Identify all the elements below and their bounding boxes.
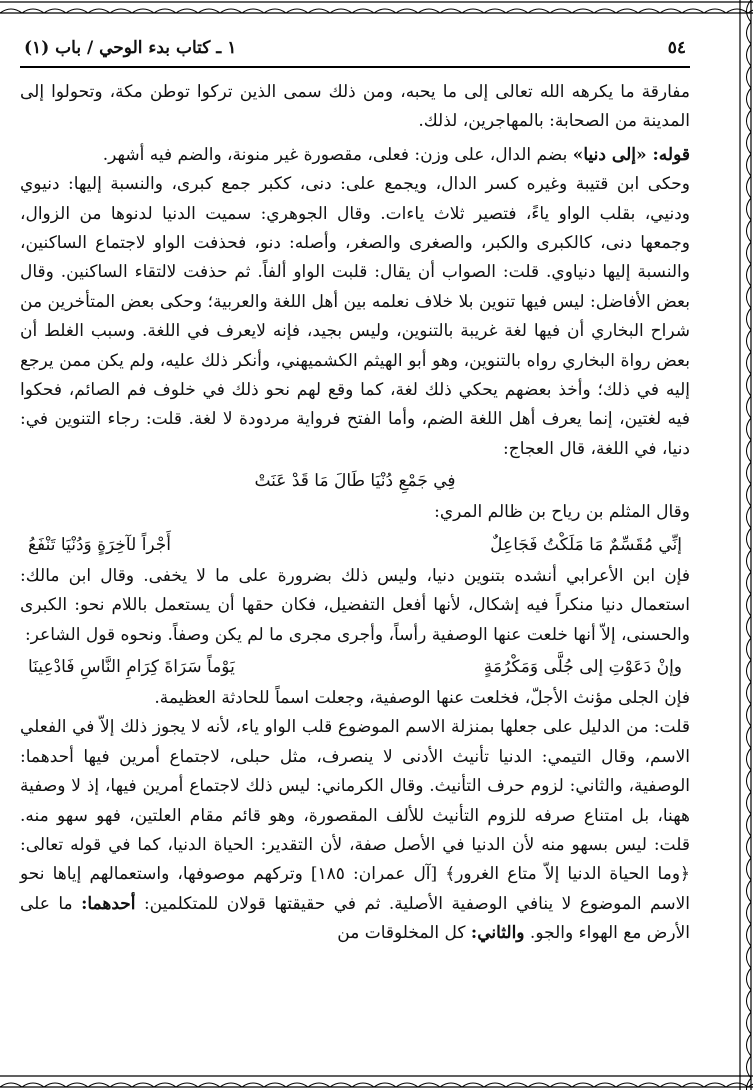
- border-scallop: [747, 418, 752, 440]
- verse-hemistich-second: أَجْراً لآخِرَةٍ وَدُنْيَا تَنْفَعُ: [28, 534, 172, 555]
- border-scallop: [747, 198, 752, 220]
- border-scallop: [747, 990, 752, 1012]
- paragraph: وحكى ابن قتيبة وغيره كسر الدال، ويجمع على: دنى، ككبر جمع كبرى، والنسبة إليها: دنيوي ودنيي، بقلب الواو ياءً، فتصير ثلاث ياءات. وقال الجوهري: سميت الدنيا لدنوها من الزوال، وجمعها دنى، كالكبرى والكبر، والصغرى والصغر، وأصله: دنو، فحذفت الواو لاجتماع الساكنين، والنسبة إليها دنياوي. قلت: الصواب أن يقال: قلبت الواو ألفاً. ثم حذفت لالتقاء الساكنين. وقال بعض الأفاضل: ليس فيها تنوين بلا خلاف نعلمه بين أهل اللغة والعربية؛ وحكى بعض المتأخرين من شراح البخاري أن فيها لغة غريبة بالتنوين، وليس بجيد، فإنه لايعرف في اللغة. وسبب الغلط أن بعض رواة البخاري رواه بالتنوين، وهو أبو الهيثم الكشميهني، وأنكر ذلك عليه، ولم يكن ممن يرجع إليه في ذلك؛ وأخذ بعضهم يحكي ذلك لغة، كما وقع لهم نحو ذلك في خلوف فم الصائم، فحكوا فيه لغتين، إنما يعرف أهل اللغة الضم، وأما الفتح فرواية مردودة لا لغة. قلت: رجاء التنوين في: دنيا، في اللغة، قال العجاج:: [20, 174, 690, 459]
- border-scallop: [747, 726, 752, 748]
- bottom-decorative-border: [0, 1074, 753, 1090]
- border-scallop: [747, 594, 752, 616]
- border-scallop: [747, 836, 752, 858]
- border-scallop: [747, 770, 752, 792]
- border-scallop: [747, 1034, 752, 1056]
- verse-hemistich-first: إنِّي مُقَسِّمٌ مَا مَلَكْتُ فَجَاعِلٌ: [490, 534, 682, 555]
- quoted-term: قوله: «إلى دنيا»: [572, 144, 690, 165]
- border-scallop: [747, 704, 752, 726]
- border-scallop: [747, 880, 752, 902]
- border-scallop: [747, 462, 752, 484]
- page-number: ٥٤: [667, 38, 686, 58]
- border-scallop: [747, 682, 752, 704]
- paragraph: [20, 141, 690, 170]
- border-scallop: [747, 858, 752, 880]
- paragraph: [20, 713, 690, 948]
- paragraph-text: ما على الأرض مع الهواء والجو.: [20, 893, 690, 944]
- border-scallop: [747, 440, 752, 462]
- border-scallop: [747, 968, 752, 990]
- border-scallop: [747, 528, 752, 550]
- paragraph-text: كل المخلوقات من: [337, 923, 471, 944]
- border-scallop: [747, 616, 752, 638]
- border-scallop: [747, 946, 752, 968]
- border-scallop: [747, 66, 752, 88]
- border-scallop: [747, 242, 752, 264]
- border-scallop: [747, 396, 752, 418]
- term-label: أحدهما:: [81, 893, 136, 914]
- border-scallop: [747, 0, 752, 22]
- border-scallop: [747, 1078, 752, 1090]
- border-scallop: [747, 22, 752, 44]
- border-scallop: [747, 1056, 752, 1078]
- verse-hemistich-first: وإنْ دَعَوْتِ إلى جُلَّى وَمَكْرُمَةٍ: [483, 656, 682, 677]
- top-decorative-border: [0, 0, 753, 16]
- verse-couplet: [20, 528, 690, 562]
- border-scallop: [747, 374, 752, 396]
- border-scallop: [747, 550, 752, 572]
- paragraph: مفارقة ما يكرهه الله تعالى إلى ما يحبه، ومن ذلك سمى الذين تركوا توطن مكة، وتحولوا إلى المدينة من الصحابة: بالمهاجرين، لذلك.: [20, 82, 690, 132]
- border-scallop: [747, 748, 752, 770]
- border-scallop: [747, 660, 752, 682]
- page-header: [20, 34, 690, 68]
- border-scallop: [747, 308, 752, 330]
- page-body: [20, 78, 690, 949]
- border-scallop: [747, 330, 752, 352]
- border-scallop: [747, 484, 752, 506]
- border-scallop: [747, 352, 752, 374]
- right-decorative-border: [737, 0, 753, 1090]
- border-scallop: [747, 154, 752, 176]
- border-scallop: [747, 902, 752, 924]
- border-scallop: [747, 44, 752, 66]
- paragraph-text: قلت: من الدليل على جعلها بمنزلة الاسم الموضوع قلب الواو ياء، لأنه لا يجوز ذلك إلاّ في الفعلي الاسم، وقال التيمي: الدنيا تأنيث الأدنى لا ينصرف، مثل حبلى، لاجتماع أمرين فيها أحدهما: الوصفية، والثاني: لزوم حرف التأنيث. وقال الكرماني: ليس ذلك لاجتماع أمرين فيها، إذ لا وصفية ههنا، بل امتناع صرفه للزوم التأنيث للألف المقصورة، وهو قائم مقام العلتين، فهو سهو منه. قلت: ليس بسهو منه لأن الدنيا في الأصل صفة، لأن التقدير: الحياة الدنيا، كما في قوله تعالى: ﴿وما الحياة الدنيا إلاّ متاع الغرور﴾ [آل عمران: ١٨٥] وتركهم موصوفها، واستعمالهم إياها نحو الاسم الموضوع لا ينافي الوصفية الأصلية. ثم في حقيقتها قولان للمتكلمين:: [20, 717, 691, 914]
- border-scallop: [747, 924, 752, 946]
- paragraph: فإن الجلى مؤنث الأجلّ، فخلعت عنها الوصفية، وجعلت اسماً للحادثة العظيمة.: [154, 687, 690, 708]
- border-scallop: [747, 286, 752, 308]
- border-scallop: [747, 1012, 752, 1034]
- paragraph: وقال المثلم بن رياح بن ظالم المري:: [434, 502, 690, 523]
- border-scallop: [747, 638, 752, 660]
- verse-line: فِي جَمْعِ دُنْيَا طَالَ مَا قَدْ عَنَتْ: [254, 471, 456, 492]
- border-scallop: [747, 264, 752, 286]
- verse-couplet: [20, 650, 690, 684]
- border-scallop: [747, 176, 752, 198]
- term-label: والثاني:: [470, 923, 525, 944]
- book-page: [20, 34, 690, 949]
- paragraph-text: بضم الدال، على وزن: فعلى، مقصورة غير منونة، والضم فيه أشهر.: [102, 144, 573, 165]
- border-scallop: [747, 792, 752, 814]
- border-scallop: [747, 814, 752, 836]
- border-scallop: [747, 88, 752, 110]
- border-scallop: [747, 506, 752, 528]
- border-scallop: [747, 220, 752, 242]
- border-scallop: [747, 572, 752, 594]
- border-scallop: [747, 110, 752, 132]
- chapter-title: ١ ـ كتاب بدء الوحي / باب (١): [24, 38, 237, 58]
- verse-hemistich-second: يَوْماً سَرَاةَ كِرَامِ النَّاسِ فَادْعِينَا: [28, 656, 235, 677]
- border-scallop: [747, 132, 752, 154]
- paragraph: فإن ابن الأعرابي أنشده بتنوين دنيا، وليس ذلك بضرورة على ما لا يخفى. وقال ابن مالك: استعمال دنيا منكراً فيه إشكال، لأنها أفعل التفضيل، فكان حقها أن يستعمل باللام نحو: الكبرى والحسنى، إلاّ أنها خلعت عنها الوصفية رأساً، وأجرى مجرى ما لم يكن وصفاً. ونحوه قول الشاعر:: [20, 565, 690, 645]
